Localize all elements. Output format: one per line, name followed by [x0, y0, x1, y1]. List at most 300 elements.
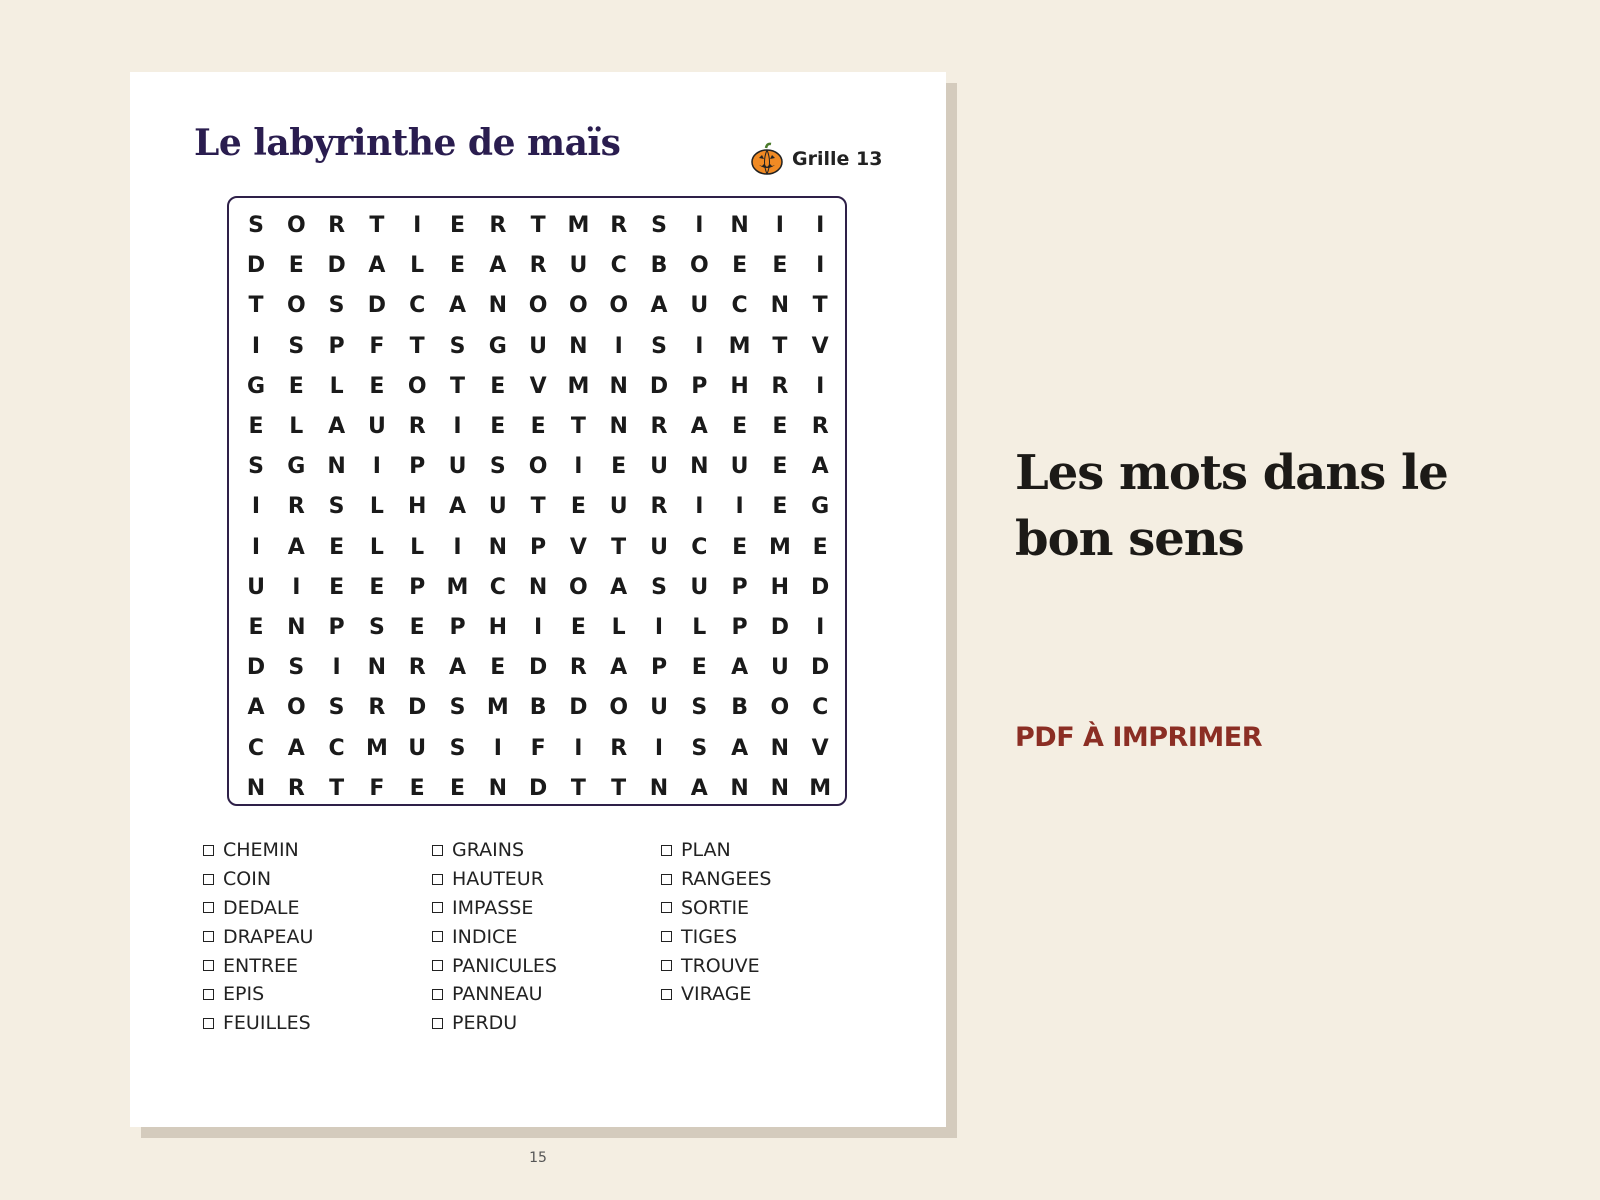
grid-cell: R — [287, 494, 305, 520]
grid-cell: D — [811, 574, 830, 600]
grid-cell: B — [529, 695, 547, 721]
grid-cell: P — [409, 574, 426, 600]
grid-cell: O — [689, 253, 709, 279]
grid-cell: D — [327, 253, 346, 279]
grid-cell: P — [650, 655, 668, 681]
grid-cell: U — [609, 494, 628, 520]
grid-cell: P — [328, 333, 345, 359]
grid-cell: T — [449, 373, 465, 399]
word-search-grid — [227, 196, 847, 806]
grid-cell: I — [251, 333, 261, 359]
grid-row — [229, 447, 845, 487]
grid-cell: D — [246, 253, 266, 279]
grid-cell: E — [288, 373, 304, 399]
grid-cell: A — [489, 253, 507, 279]
grid-cell: R — [650, 414, 668, 439]
promo-heading: Les mots dans le bon sens — [1015, 445, 1448, 567]
grid-cell: E — [691, 655, 707, 681]
grid-cell: I — [695, 213, 704, 238]
grid-cell: I — [654, 615, 664, 640]
grid-cell: A — [247, 695, 265, 721]
grid-cell: D — [811, 655, 830, 681]
checkbox-icon — [432, 845, 443, 856]
grid-cell: C — [489, 574, 506, 600]
word-label: RANGEES — [681, 868, 772, 891]
grid-cell: N — [609, 414, 628, 439]
grid-cell: I — [816, 253, 825, 279]
grid-cell: E — [570, 494, 586, 520]
grid-cell: V — [811, 333, 829, 359]
word-label: FEUILLES — [223, 1012, 311, 1035]
grid-cell: E — [530, 414, 546, 439]
grid-cell: E — [329, 534, 345, 560]
grid-cell: L — [611, 615, 626, 640]
grid-cell: N — [730, 775, 749, 801]
grid-cell: C — [247, 735, 265, 761]
grid-cell: S — [328, 293, 345, 319]
grid-cell: H — [730, 373, 749, 399]
grid-cell: S — [449, 333, 466, 359]
grid-label — [750, 142, 882, 176]
grid-cell: U — [770, 655, 789, 681]
grid-cell: E — [449, 775, 466, 801]
grid-cell: D — [528, 775, 548, 801]
grid-cell: U — [367, 414, 386, 439]
checkbox-icon — [203, 1018, 214, 1029]
grid-cell: U — [730, 454, 749, 480]
grid-cell: F — [369, 775, 385, 801]
grid-cell: D — [569, 695, 588, 721]
grid-cell: T — [369, 213, 385, 238]
grid-cell: R — [368, 695, 386, 721]
word-item — [661, 922, 881, 951]
checkbox-icon — [661, 989, 672, 1000]
checkbox-icon — [203, 960, 214, 971]
grid-cell: P — [731, 615, 748, 640]
word-item — [203, 836, 423, 865]
grid-cell: D — [770, 615, 790, 640]
word-item — [661, 894, 881, 923]
grid-cell: I — [292, 574, 301, 600]
grid-cell: L — [410, 534, 425, 560]
grid-cell: R — [610, 213, 628, 238]
grid-cell: S — [449, 695, 466, 721]
grid-cell: U — [690, 574, 709, 600]
grid-cell: L — [329, 373, 344, 399]
grid-cell: O — [286, 293, 306, 319]
grid-cell: E — [772, 414, 788, 439]
word-item — [432, 922, 652, 951]
grid-cell: M — [567, 213, 590, 238]
grid-cell: U — [529, 333, 548, 359]
grid-cell: D — [367, 293, 387, 319]
grid-cell: S — [328, 494, 345, 520]
grid-cell: D — [408, 695, 427, 721]
grid-cell: N — [609, 373, 628, 399]
grid-cell: S — [489, 454, 506, 480]
grid-cell: T — [329, 775, 345, 801]
word-item — [432, 836, 652, 865]
grid-row — [229, 729, 845, 769]
grid-cell: S — [651, 333, 667, 359]
grid-cell: I — [816, 373, 825, 399]
grid-cell: C — [812, 695, 829, 721]
grid-cell: E — [772, 253, 788, 279]
grid-cell: V — [811, 735, 829, 761]
grid-cell: R — [408, 655, 426, 681]
grid-cell: C — [691, 534, 708, 560]
word-label: HAUTEUR — [452, 868, 544, 891]
grid-cell: E — [369, 574, 385, 600]
checkbox-icon — [203, 845, 214, 856]
grid-cell: E — [449, 213, 466, 238]
grid-cell: D — [649, 373, 669, 399]
grid-cell: T — [409, 333, 425, 359]
grid-cell: U — [488, 494, 507, 520]
word-item — [432, 951, 652, 980]
grid-cell: P — [530, 534, 547, 560]
grid-cell: E — [732, 414, 748, 439]
grid-cell: P — [731, 574, 748, 600]
checkbox-icon — [203, 874, 214, 885]
word-item — [203, 894, 423, 923]
grid-cell: T — [611, 534, 627, 560]
grid-cell: S — [651, 574, 667, 600]
grid-cell: O — [609, 695, 629, 721]
grid-cell: E — [611, 454, 627, 480]
grid-cell: E — [490, 655, 506, 681]
grid-row — [229, 286, 845, 326]
grid-cell: R — [610, 735, 628, 761]
checkbox-icon — [203, 902, 214, 913]
grid-cell: I — [574, 735, 583, 761]
grid-cell: T — [570, 775, 586, 801]
grid-cell: I — [251, 534, 261, 560]
promo-subheading: PDF À IMPRIMER — [1015, 722, 1262, 753]
grid-cell: D — [528, 655, 548, 681]
word-item — [432, 865, 652, 894]
grid-cell: S — [449, 735, 466, 761]
grid-cell: I — [816, 213, 825, 238]
grid-cell: E — [329, 574, 345, 600]
word-item — [432, 894, 652, 923]
grid-cell: I — [574, 454, 583, 480]
checkbox-icon — [203, 931, 214, 942]
grid-cell: N — [770, 293, 790, 319]
grid-cell: A — [690, 775, 708, 801]
grid-cell: L — [289, 414, 304, 439]
grid-cell: E — [732, 253, 748, 279]
grid-cell: A — [448, 293, 467, 319]
grid-cell: A — [287, 735, 305, 761]
grid-cell: N — [367, 655, 387, 681]
grid-cell: R — [328, 213, 346, 238]
grid-cell: U — [448, 454, 467, 480]
grid-cell: E — [490, 373, 506, 399]
word-label: SORTIE — [681, 896, 750, 919]
grid-row — [229, 568, 845, 608]
grid-cell: I — [695, 333, 704, 359]
grid-cell: F — [369, 333, 385, 359]
word-column — [661, 836, 881, 1009]
grid-cell: I — [775, 213, 784, 238]
grid-cell: I — [372, 454, 381, 480]
grid-cell: M — [365, 735, 388, 761]
grid-cell: M — [728, 333, 751, 359]
word-column — [432, 836, 652, 1038]
grid-cell: R — [771, 373, 789, 399]
grid-cell: U — [650, 695, 668, 721]
grid-cell: L — [369, 534, 384, 560]
grid-cell: E — [409, 615, 425, 640]
grid-cell: I — [453, 534, 462, 560]
grid-cell: E — [288, 253, 304, 279]
grid-row — [229, 367, 845, 407]
grid-cell: I — [735, 494, 744, 520]
grid-cell: U — [408, 735, 427, 761]
grid-cell: M — [768, 534, 791, 560]
grid-cell: N — [649, 775, 669, 801]
grid-row — [229, 327, 845, 367]
grid-cell: S — [248, 454, 264, 480]
checkbox-icon — [432, 931, 443, 942]
grid-cell: S — [288, 655, 305, 681]
grid-cell: H — [407, 494, 427, 520]
grid-cell: S — [368, 615, 385, 640]
grid-cell: I — [413, 213, 422, 238]
word-label: IMPASSE — [452, 896, 534, 919]
checkbox-icon — [661, 902, 672, 913]
grid-cell: H — [770, 574, 790, 600]
grid-cell: O — [528, 454, 548, 480]
grid-cell: R — [529, 253, 547, 279]
grid-cell: T — [570, 414, 586, 439]
grid-cell: A — [448, 494, 467, 520]
word-item — [432, 980, 652, 1009]
grid-cell: P — [691, 373, 708, 399]
word-item — [661, 980, 881, 1009]
word-label: COIN — [223, 868, 272, 891]
grid-cell: I — [453, 414, 462, 439]
grid-cell: G — [488, 333, 507, 359]
grid-cell: R — [287, 775, 305, 801]
grid-cell: R — [650, 494, 668, 520]
grid-cell: S — [328, 695, 345, 721]
checkbox-icon — [661, 874, 672, 885]
word-label: TIGES — [681, 925, 737, 948]
grid-cell: V — [569, 534, 587, 560]
word-label: DEDALE — [223, 896, 300, 919]
grid-cell: C — [610, 253, 627, 279]
checkbox-icon — [203, 989, 214, 1000]
grid-cell: I — [614, 333, 623, 359]
word-label: PANICULES — [452, 954, 557, 977]
grid-cell: M — [446, 574, 469, 600]
grid-cell: O — [528, 293, 548, 319]
grid-cell: N — [488, 775, 507, 801]
grid-cell: A — [610, 574, 628, 600]
grid-cell: N — [488, 293, 507, 319]
grid-row — [229, 206, 845, 246]
grid-cell: O — [286, 695, 306, 721]
grid-cell: E — [409, 775, 425, 801]
grid-cell: A — [287, 534, 305, 560]
grid-cell: R — [408, 414, 426, 439]
page-number: 15 — [529, 1150, 547, 1166]
grid-cell: A — [650, 293, 668, 319]
grid-row — [229, 608, 845, 648]
grid-cell: N — [528, 574, 548, 600]
grid-cell: R — [489, 213, 507, 238]
word-label: VIRAGE — [681, 983, 752, 1006]
grid-cell: E — [570, 615, 586, 640]
grid-cell: U — [247, 574, 265, 600]
grid-cell: V — [529, 373, 547, 399]
grid-cell: N — [690, 454, 709, 480]
grid-cell: T — [530, 494, 546, 520]
grid-cell: O — [609, 293, 629, 319]
word-label: ENTREE — [223, 954, 299, 977]
grid-cell: A — [610, 655, 628, 681]
grid-cell: A — [448, 655, 467, 681]
word-item — [203, 980, 423, 1009]
grid-cell: B — [731, 695, 748, 721]
grid-cell: L — [692, 615, 707, 640]
grid-cell: R — [569, 655, 587, 681]
grid-cell: U — [569, 253, 588, 279]
grid-cell: T — [530, 213, 546, 238]
grid-cell: H — [488, 615, 507, 640]
grid-cell: N — [569, 333, 588, 359]
grid-cell: I — [654, 735, 664, 761]
grid-cell: T — [812, 293, 828, 319]
grid-cell: A — [368, 253, 386, 279]
grid-cell: C — [731, 293, 748, 319]
grid-cell: D — [246, 655, 266, 681]
grid-cell: F — [530, 735, 546, 761]
grid-cell: P — [328, 615, 345, 640]
grid-cell: E — [248, 615, 264, 640]
grid-row — [229, 648, 845, 688]
word-label: PLAN — [681, 839, 731, 862]
grid-cell: E — [490, 414, 506, 439]
grid-cell: S — [691, 695, 708, 721]
grid-cell: O — [286, 213, 306, 238]
checkbox-icon — [661, 845, 672, 856]
grid-cell: L — [369, 494, 384, 520]
grid-cell: O — [770, 695, 790, 721]
checkbox-icon — [661, 931, 672, 942]
grid-cell: L — [410, 253, 425, 279]
grid-cell: N — [770, 735, 790, 761]
word-label: INDICE — [452, 925, 518, 948]
checkbox-icon — [661, 960, 672, 971]
grid-cell: I — [493, 735, 502, 761]
grid-cell: E — [732, 534, 748, 560]
grid-cell: E — [812, 534, 828, 560]
grid-row — [229, 688, 845, 728]
grid-cell: S — [248, 213, 264, 238]
grid-cell: O — [407, 373, 427, 399]
grid-cell: U — [690, 293, 709, 319]
grid-cell: C — [328, 735, 345, 761]
checkbox-icon — [432, 902, 443, 913]
grid-row — [229, 246, 845, 286]
grid-cell: S — [651, 213, 667, 238]
grid-cell: E — [772, 454, 788, 480]
word-label: EPIS — [223, 983, 265, 1006]
word-label: PANNEAU — [452, 983, 543, 1006]
grid-cell: G — [246, 373, 266, 399]
pumpkin-icon — [750, 142, 784, 176]
grid-cell: I — [251, 494, 261, 520]
grid-cell: T — [611, 775, 627, 801]
grid-cell: A — [731, 735, 749, 761]
word-column — [203, 836, 423, 1038]
grid-cell: P — [409, 454, 426, 480]
grid-cell: A — [811, 454, 829, 480]
word-label: PERDU — [452, 1012, 518, 1035]
grid-cell: B — [650, 253, 668, 279]
checkbox-icon — [432, 1018, 443, 1029]
grid-cell: A — [690, 414, 708, 439]
grid-cell: M — [486, 695, 509, 721]
grid-cell: S — [691, 735, 708, 761]
grid-cell: O — [569, 574, 588, 600]
grid-cell: N — [327, 454, 346, 480]
grid-number: Grille 13 — [792, 148, 883, 170]
word-item — [661, 951, 881, 980]
grid-row — [229, 528, 845, 568]
word-item — [661, 865, 881, 894]
grid-cell: O — [569, 293, 588, 319]
word-item — [432, 1009, 652, 1038]
grid-cell: M — [809, 775, 832, 801]
checkbox-icon — [432, 989, 443, 1000]
grid-cell: U — [650, 534, 668, 560]
word-item — [203, 865, 423, 894]
grid-cell: C — [409, 293, 426, 319]
checkbox-icon — [432, 874, 443, 885]
grid-cell: U — [650, 454, 668, 480]
word-label: CHEMIN — [223, 839, 299, 862]
grid-cell: E — [449, 253, 466, 279]
grid-cell: S — [288, 333, 305, 359]
word-item — [203, 1009, 423, 1038]
grid-cell: G — [811, 494, 830, 520]
grid-cell: E — [772, 494, 788, 520]
grid-cell: A — [731, 655, 749, 681]
checkbox-icon — [432, 960, 443, 971]
grid-cell: P — [449, 615, 466, 640]
grid-cell: N — [488, 534, 507, 560]
word-label: DRAPEAU — [223, 925, 314, 948]
grid-row — [229, 487, 845, 527]
grid-cell: I — [332, 655, 341, 681]
grid-cell: G — [287, 454, 306, 480]
grid-row — [229, 407, 845, 447]
word-item — [203, 922, 423, 951]
grid-cell: E — [369, 373, 385, 399]
grid-cell: M — [567, 373, 590, 399]
grid-cell: I — [695, 494, 704, 520]
grid-row — [229, 769, 845, 809]
grid-cell: N — [730, 213, 749, 238]
worksheet-page — [130, 72, 946, 1166]
grid-cell: N — [287, 615, 306, 640]
grid-cell: R — [811, 414, 829, 439]
word-label: GRAINS — [452, 839, 525, 862]
